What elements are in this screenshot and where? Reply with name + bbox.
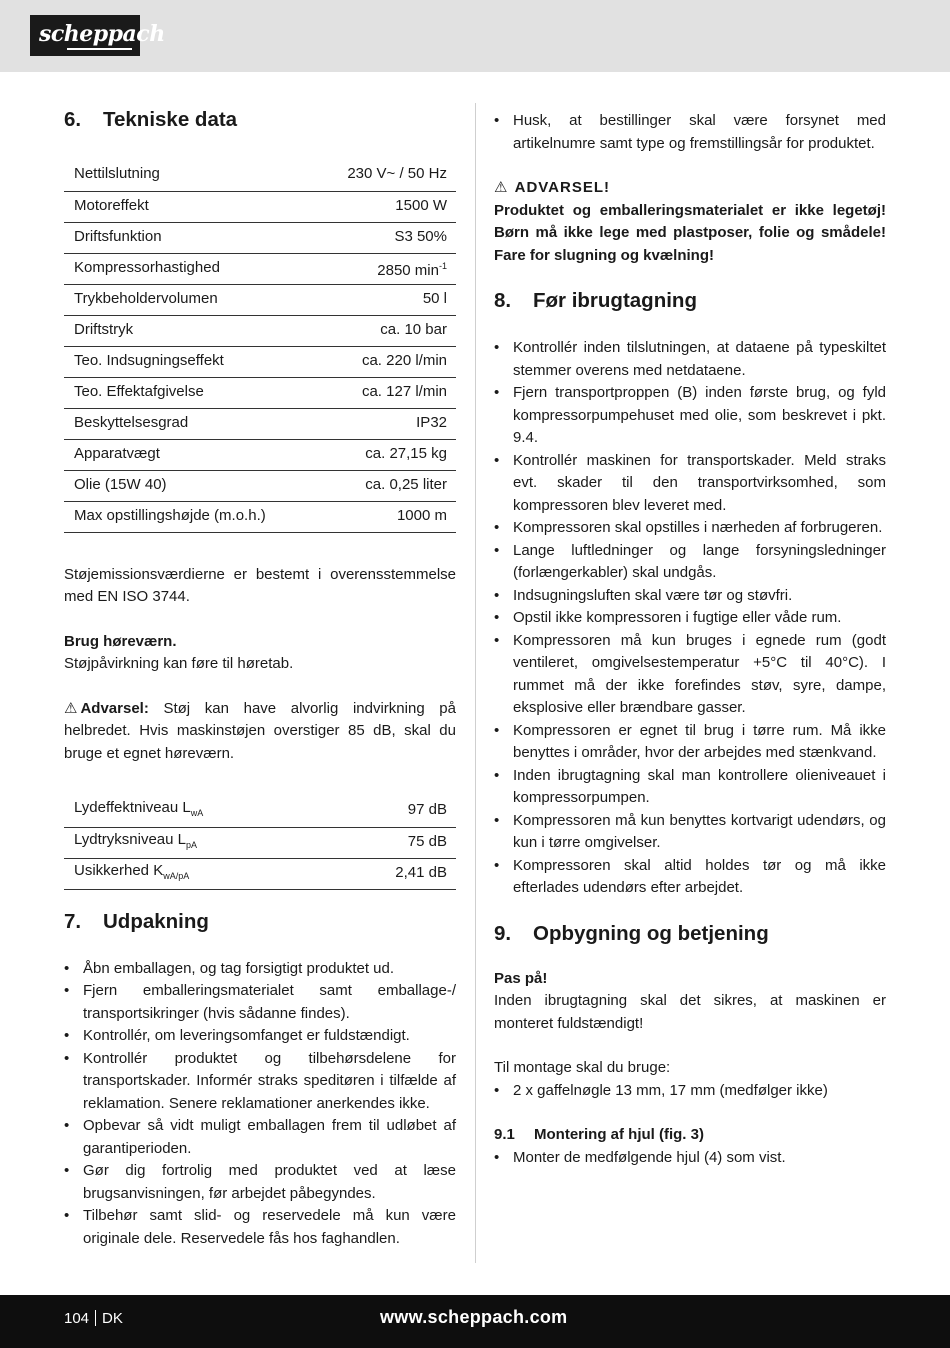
spec-value-text: 1500 W	[395, 197, 447, 215]
list-item: • Husk, at bestillinger skal være forsynet med artikelnumre samt type og fremstillingsår for produktet.	[494, 110, 886, 155]
footer-bar	[0, 1295, 950, 1348]
list-item: • Opstil ikke kompressoren i fugtige eller våde rum.	[494, 607, 886, 630]
noise-label-text: Lydeffektniveau L	[74, 798, 191, 816]
spec-row	[64, 222, 456, 253]
list-item: • Åbn emballagen, og tag forsigtigt produktet ud.	[64, 958, 456, 981]
noise-warning	[64, 698, 456, 766]
spec-label: Apparatvægt	[64, 439, 319, 470]
spec-value-text: ca. 220 l/min	[361, 352, 447, 370]
spec-row	[64, 408, 456, 439]
spec-label: Teo. Effektafgivelse	[64, 377, 319, 408]
list-item: • Tilbehør samt slid- og reservedele må kun være originale dele. Reservedele fås hos faghandlen.	[64, 1205, 456, 1250]
noise-label-subscript: wA	[190, 807, 204, 818]
noise-value: 2,41 dB	[337, 858, 456, 889]
list-item: • Inden ibrugtagning skal man kontrollere olieniveauet i kompressorpumpen.	[494, 765, 886, 810]
packaging-warning-heading: ⚠ ADVARSEL!	[494, 177, 886, 200]
spec-value-text: 1000 m	[396, 507, 447, 525]
list-item: • Indsugningsluften skal være tør og støvfri.	[494, 585, 886, 608]
warning-icon: ⚠	[494, 179, 508, 196]
noise-warning-text: Støj kan have alvorlig indvirkning på helbredet. Hvis maskinstøjen overstiger 85 dB, skal du bruge et egnet høreværn.	[64, 699, 456, 762]
tech-spec-table	[64, 158, 456, 533]
noise-value: 97 dB	[337, 794, 456, 827]
list-item: • Fjern transportproppen (B) inden første brug, og fyld kompressorpumpehuset med olie, som beskrevet i pkt. 9.4.	[494, 382, 886, 450]
before-use-list	[494, 337, 886, 900]
noise-label-text: Lydtryksniveau L	[74, 830, 187, 848]
logo-text: scheppach	[39, 21, 165, 47]
left-column	[64, 106, 456, 1250]
header-bar	[0, 0, 950, 72]
hearing-protection-text: Støjpåvirkning kan føre til høretab.	[64, 655, 294, 672]
spec-label: Olie (15W 40)	[64, 470, 319, 501]
section-8-heading	[494, 287, 886, 315]
column-divider	[475, 103, 476, 1263]
spec-row	[64, 470, 456, 501]
noise-warning-label: Advarsel:	[80, 699, 149, 717]
noise-label	[64, 827, 337, 858]
noise-row	[64, 827, 456, 858]
section-6-heading	[64, 106, 456, 134]
list-item: • Kontrollér produktet og tilbehørsdelene for transportskader. Informér straks speditøren i tilfælde af reklamation. Senere reklamationer anerkendes ikke.	[64, 1048, 456, 1116]
section-9-heading	[494, 920, 886, 948]
spec-value	[319, 315, 456, 346]
noise-row	[64, 858, 456, 889]
section-number: 8.	[494, 289, 512, 312]
section-number: 9.	[494, 921, 512, 945]
spec-label: Beskyttelsesgrad	[64, 408, 319, 439]
list-item: • Opbevar så vidt muligt emballagen frem til udløbet af garantiperioden.	[64, 1115, 456, 1160]
spec-unit-exponent: -1	[438, 260, 447, 271]
section-title: Opbygning og betjening	[533, 921, 769, 945]
spec-value-text: ca. 0,25 liter	[365, 476, 447, 494]
spec-row	[64, 501, 456, 532]
wheel-mount-list	[494, 1147, 886, 1170]
subsection-title: Montering af hjul (fig. 3)	[534, 1126, 704, 1143]
spec-value	[319, 191, 456, 222]
spec-label: Kompressorhastighed	[64, 253, 319, 284]
noise-emission-text: Støjemissionsværdierne er bestemt i overensstemmelse med EN ISO 3744.	[64, 565, 456, 605]
warning-icon: ⚠	[64, 699, 78, 717]
list-item: • Kontrollér, om leveringsomfanget er fuldstændigt.	[64, 1025, 456, 1048]
list-item: • Fjern emballeringsmaterialet samt emballage-/ transportsikringer (hvis sådanne findes).	[64, 980, 456, 1025]
spec-label: Driftstryk	[64, 315, 319, 346]
attention-title: Pas på!	[494, 969, 548, 987]
spec-value	[319, 377, 456, 408]
spec-row	[64, 253, 456, 284]
website-link[interactable]: www.scheppach.com	[380, 1307, 568, 1327]
noise-label-subscript: wA/pA	[163, 870, 190, 881]
section-7-heading	[64, 908, 456, 936]
section-title: Tekniske data	[103, 108, 238, 131]
spec-value	[319, 253, 456, 284]
spec-value-text: 2850 min	[377, 261, 439, 279]
packaging-warning-text: Produktet og emballeringsmaterialet er ikke legetøj! Børn må ikke lege med plastposer, folie og smådele! Fare for slugning og kvælning!	[494, 201, 886, 264]
section-title: Udpakning	[103, 909, 209, 933]
list-item: • Kontrollér maskinen for transportskader. Meld straks evt. skader til den transportvirksomhed, som kompressoren blev leveret med.	[494, 450, 886, 518]
spec-value	[319, 470, 456, 501]
spec-label: Nettilslutning	[64, 158, 319, 191]
spec-label: Motoreffekt	[64, 191, 319, 222]
spec-row	[64, 191, 456, 222]
spec-row	[64, 346, 456, 377]
subsection-number: 9.1	[494, 1126, 515, 1143]
spec-value	[319, 284, 456, 315]
spec-label: Driftsfunktion	[64, 222, 319, 253]
right-column	[494, 110, 886, 1169]
spec-value-text: 50 l	[422, 290, 447, 308]
list-item: • Kompressoren skal altid holdes tør og må ikke efterlades udendørs efter arbejdet.	[494, 855, 886, 900]
page-separator	[95, 1310, 96, 1326]
section-number: 7.	[64, 909, 82, 933]
section-number: 6.	[64, 108, 82, 131]
list-item: • Kontrollér inden tilslutningen, at dataene på typeskiltet stemmer overens med netdataene.	[494, 337, 886, 382]
noise-label	[64, 794, 337, 827]
spec-value-text: ca. 27,15 kg	[365, 445, 447, 463]
spec-row	[64, 158, 456, 191]
spec-value	[319, 439, 456, 470]
spec-value	[319, 501, 456, 532]
noise-label	[64, 858, 337, 889]
order-note-list	[494, 110, 886, 155]
list-item: • Gør dig fortrolig med produktet ved at læse brugsanvisningen, før arbejdet påbegyndes.	[64, 1160, 456, 1205]
spec-value-text: ca. 10 bar	[380, 321, 447, 339]
tools-intro: Til montage skal du bruge:	[494, 1059, 671, 1076]
attention-text: Inden ibrugtagning skal det sikres, at maskinen er monteret fuldstændigt!	[494, 992, 886, 1032]
spec-row	[64, 284, 456, 315]
spec-label: Max opstillingshøjde (m.o.h.)	[64, 501, 319, 532]
list-item: • Kompressoren må kun bruges i egnede rum (godt ventileret, omgivelsestemperatur +5°C til 40°C). I rummet må der ikke forefindes støv, syre, dampe, eksplosive eller brændbare gasser.	[494, 630, 886, 720]
list-item: • Kompressoren er egnet til brug i tørre rum. Må ikke benyttes i områder, hvor der arbejdes med stænkvand.	[494, 720, 886, 765]
spec-row	[64, 377, 456, 408]
spec-value-text: IP32	[416, 414, 447, 432]
unpacking-list	[64, 958, 456, 1251]
page-indicator	[64, 1310, 123, 1327]
spec-value	[319, 158, 456, 191]
noise-label-subscript: pA	[186, 839, 198, 850]
spec-value	[319, 346, 456, 377]
list-item: • Lange luftledninger og lange forsyningsledninger (forlængerkabler) skal undgås.	[494, 540, 886, 585]
spec-value-text: ca. 127 l/min	[361, 383, 447, 401]
hearing-protection-title: Brug høreværn.	[64, 632, 177, 650]
list-item: • Monter de medfølgende hjul (4) som vist.	[494, 1147, 886, 1170]
spec-value-text: 230 V~ / 50 Hz	[347, 165, 447, 182]
scheppach-logo	[30, 15, 165, 56]
spec-value	[319, 222, 456, 253]
spec-row	[64, 439, 456, 470]
language-code: DK	[102, 1310, 123, 1327]
spec-row	[64, 315, 456, 346]
section-title: Før ibrugtagning	[533, 289, 697, 312]
noise-values-table	[64, 794, 456, 890]
subsection-9-1-heading	[494, 1124, 886, 1147]
spec-label: Teo. Indsugningseffekt	[64, 346, 319, 377]
list-item: • 2 x gaffelnøgle 13 mm, 17 mm (medfølger ikke)	[494, 1080, 886, 1103]
page-number: 104	[64, 1310, 90, 1327]
noise-value: 75 dB	[337, 827, 456, 858]
list-item: • Kompressoren skal opstilles i nærheden af forbrugeren.	[494, 517, 886, 540]
spec-label: Trykbeholdervolumen	[64, 284, 319, 315]
logo-underline	[67, 48, 132, 50]
list-item: • Kompressoren må kun benyttes kortvarigt udendørs, og kun i tørre omgivelser.	[494, 810, 886, 855]
noise-row	[64, 794, 456, 827]
tools-list	[494, 1080, 886, 1103]
spec-value-text: S3 50%	[394, 228, 447, 246]
noise-label-text: Usikkerhed K	[74, 861, 164, 879]
spec-value	[319, 408, 456, 439]
